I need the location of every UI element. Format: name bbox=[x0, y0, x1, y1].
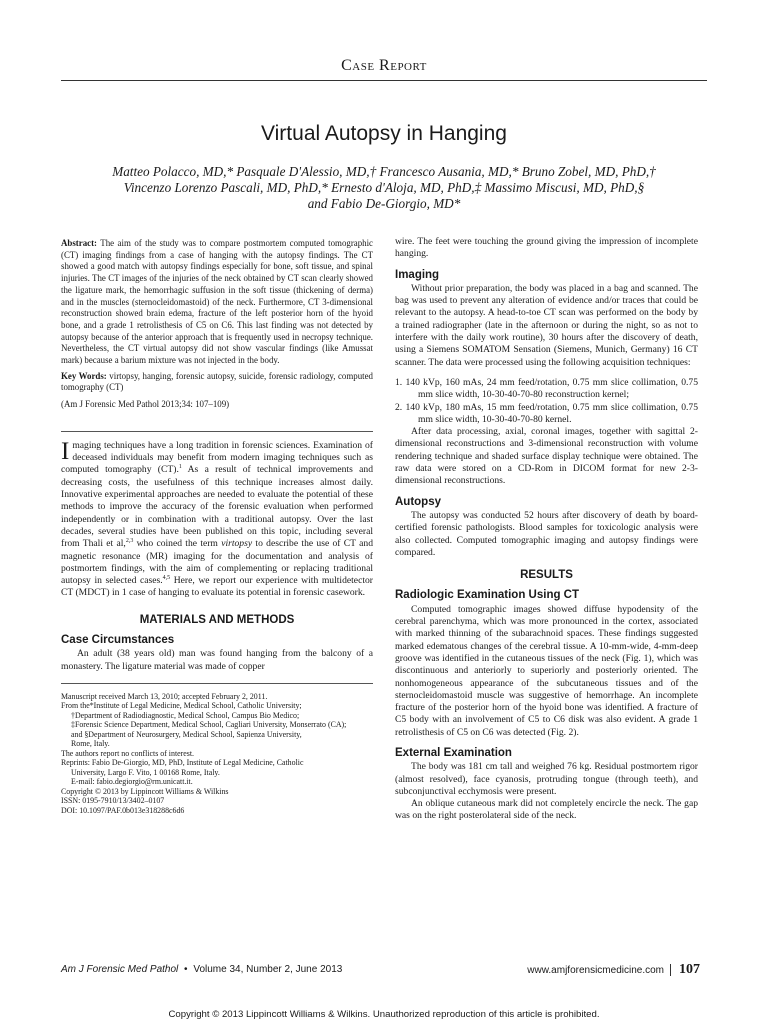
autopsy-paragraph: The autopsy was conducted 52 hours after discovery of death by board-certified forensic pathologists. Blood samples for toxicologic analysis were also collected. Computed tomographic imaging and autopsy findings were compared. bbox=[395, 509, 698, 558]
term-virtopsy: virtopsy bbox=[221, 538, 253, 550]
journal-name: Am J Forensic Med Pathol bbox=[61, 964, 179, 975]
footnote-line: E-mail: fabio.degiorgio@rm.unicatt.it. bbox=[71, 777, 193, 787]
citation: (Am J Forensic Med Pathol 2013;34: 107–109) bbox=[61, 399, 230, 410]
footnote-divider bbox=[61, 683, 373, 684]
reference-marker: 1 bbox=[178, 464, 182, 471]
page-number: 107 bbox=[679, 962, 700, 977]
abstract-text: The aim of the study was to compare postmortem computed tomographic (CT) imaging findings from a case of hanging with the autopsy findings. The CT showed a good match with autopsy findings especially for bone, soft tissue, and spinal injuries. The CT images of the injuries of the neck obtained by CT scan clearly showed the ligature mark, the hemorrhagic suffusion in the soft tissue (thickening of derma) and in the muscles (sternocleidomastoid) of the neck. Furthermore, CT 3-dimensional reconstruction showed brain edema, fracture of the left posterior horn of the hyoid bone, and a grade 1 retrolisthesis of C5 on C6. This last finding was not detected by autopsy because of the anterior approach that is frequently used in necropsy technique. Nevertheless, the CT virtual autopsy did not show vascular findings (like Amussat mark) because a barium mixture was not injected in the body. bbox=[61, 238, 373, 366]
journal-url[interactable]: www.amjforensicmedicine.com bbox=[527, 965, 664, 976]
keywords-label: Key Words: bbox=[61, 370, 107, 381]
footnotes bbox=[61, 692, 373, 816]
abstract-label: Abstract: bbox=[61, 238, 97, 248]
section-heading-methods: MATERIALS AND METHODS bbox=[139, 613, 295, 626]
list-item: 1. 140 kVp, 160 mAs, 24 mm feed/rotation, 0.75 mm slice collimation, 0.75 mm slice width, 10-30-40-70-80 reconstruction kernel; bbox=[395, 376, 698, 401]
issue-info: Volume 34, Number 2, June 2013 bbox=[193, 964, 343, 975]
external-paragraph: An oblique cutaneous mark did not completely encircle the neck. The gap was on the right posterolateral side of the neck. bbox=[395, 798, 698, 822]
list-item: 2. 140 kVp, 180 mAs, 15 mm feed/rotation, 0.75 mm slice collimation, 0.75 mm slice width, 10-30-40-70-80 kernel. bbox=[395, 401, 698, 425]
section-heading-results: RESULTS bbox=[520, 569, 573, 582]
processing-paragraph: After data processing, axial, coronal images, together with sagittal 2-dimensional reconstructions and 3-dimensional reconstruction with volume rendering technique and shaded surface display technique were obtained. The raw data were stored on a CD-Rom in DICOM format for new 2-3-dimensional reconstructions. bbox=[395, 426, 698, 487]
footnote-line: Copyright © 2013 by Lippincott Williams & Wilkins bbox=[61, 786, 229, 796]
article-title: Virtual Autopsy in Hanging bbox=[261, 122, 507, 145]
footnote-line: and §Department of Neurosurgery, Medical School, Sapienza University, bbox=[71, 729, 302, 739]
drop-cap: I bbox=[61, 437, 70, 465]
author-line: and Fabio De-Giorgio, MD* bbox=[307, 196, 461, 211]
footnote-line: Manuscript received March 13, 2010; accepted February 2, 2011. bbox=[61, 691, 268, 701]
radiologic-paragraph: Computed tomographic images showed diffuse hypodensity of the cerebral parenchyma, which was more pronounced in the cortex, associated with marked thinning of the subarachnoid spaces. These findings suggested marked edematous changes of the cerebral tissue. A 10-mm-wide, 4-mm-deep groove was identified in the cutaneous tissues of the neck (Fig. 1), which was discontinuous and anteriorly to superiorly and posteriorly oriented. The nonhomogeneous appearance of the subcutaneous tissues and of the sternocleidomastoid muscle was suggestive of hemorrhage. An incomplete fracture of the posterior horn of the hyoid bone was identified. A fracture of C5 body with an involvement of C5 to C6 disk was also evident. A grade 1 retrolisthesis of C5 on C6 was detected (Fig. 2). bbox=[395, 603, 698, 738]
case-paragraph-continued: wire. The feet were touching the ground giving the impression of incomplete hanging. bbox=[395, 236, 698, 260]
keywords bbox=[61, 371, 373, 394]
subheading-external: External Examination bbox=[395, 746, 512, 759]
subheading-case: Case Circumstances bbox=[61, 634, 175, 646]
subheading-radiologic: Radiologic Examination Using CT bbox=[395, 589, 580, 602]
author-line: Vincenzo Lorenzo Pascali, MD, PhD,* Ernesto d'Aloja, MD, PhD,‡ Massimo Miscusi, MD, PhD,§ bbox=[123, 180, 645, 195]
footnote-line: DOI: 10.1097/PAF.0b013e318288c6d6 bbox=[61, 805, 185, 815]
abstract bbox=[61, 238, 373, 367]
introduction: Imaging techniques have a long tradition in forensic sciences. Examination of deceased individuals may benefit from modern imaging techniques such as computed tomography (CT).$^1$ As a result of technical improvements and decreasing costs, the usefulness of this technique increases almost daily. Innovative experimental approaches are needed to evaluate the potential of these methods to improve the accuracy of the forensic evaluation when performed independently or in combination with a traditional autopsy. Over the last decades, several studies have been published on this topic, including several from Thali et al,$^{2,3}$ who coined the term virtopsy to describe the use of CT and magnetic resonance (MR) imaging for the documentation and analysis of postmortem findings, with the aim of complementing or replacing traditional autopsy in selected cases.$^{4,5}$ Here, we report our experience with multidetector CT (MDCT) in 1 case of hanging to evaluate its potential in forensic casework. bbox=[61, 437, 373, 599]
footer-journal-info bbox=[61, 964, 342, 975]
footnote-line: The authors report no conflicts of interest. bbox=[61, 748, 195, 758]
article-type-header: Case Report bbox=[341, 57, 427, 74]
footer-page-info bbox=[480, 962, 700, 978]
footnote-line: University, Largo F. Vito, 1 00168 Rome, Italy. bbox=[71, 767, 220, 777]
reference-marker: 2,3 bbox=[125, 538, 134, 545]
footnote-line: ISSN: 0195-7910/13/3402–0107 bbox=[61, 796, 165, 806]
keywords-text: virtopsy, hanging, forensic autopsy, suicide, forensic radiology, computed tomography (CT) bbox=[61, 370, 373, 393]
external-paragraph: The body was 181 cm tall and weighed 76 kg. Residual postmortem rigor (almost resolved), face cyanosis, protruding tongue (through teeth), and subconjunctival ecchymosis were present. bbox=[395, 761, 698, 797]
copyright-notice: Copyright © 2013 Lippincott Williams & Wilkins. Unauthorized reproduction of this article is prohibited. bbox=[168, 1009, 600, 1020]
abstract-divider bbox=[61, 431, 373, 432]
reference-marker: 4,5 bbox=[162, 574, 171, 581]
subheading-autopsy: Autopsy bbox=[395, 495, 441, 508]
subheading-imaging: Imaging bbox=[395, 268, 440, 281]
imaging-paragraph: Without prior preparation, the body was placed in a bag and scanned. The bag was used to prevent any alteration of evidence and/or traces that could be relevant to the autopsy. A head-to-toe CT scan was performed on the body by a trained radiographer (late in the afternoon or during the night, so as not to interfere with the daily work routine), 30 hours after the discovery of death, using a Siemens SOMATOM Sensation (Siemens, Munich, Germany) 16 CT scanner. The data were processed using the following acquisition techniques: bbox=[395, 282, 698, 368]
case-paragraph: An adult (38 years old) man was found hanging from the balcony of a monastery. The ligature material was made of copper bbox=[61, 648, 373, 672]
footnote-line: Reprints: Fabio De-Giorgio, MD, PhD, Institute of Legal Medicine, Catholic bbox=[61, 758, 304, 768]
author-list bbox=[70, 164, 698, 212]
right-column bbox=[395, 236, 698, 823]
footer-bar bbox=[670, 964, 671, 976]
bullet-separator: • bbox=[184, 964, 188, 975]
footnote-line: ‡Forensic Science Department, Medical School, Cagliari University, Monserrato (CA); bbox=[71, 720, 347, 730]
footnote-line: Rome, Italy. bbox=[71, 739, 110, 749]
footnote-line: †Department of Radiodiagnostic, Medical School, Campus Bio Medico; bbox=[71, 710, 300, 720]
header-rule bbox=[61, 80, 707, 81]
author-line: Matteo Polacco, MD,* Pasquale D'Alessio, MD,† Francesco Ausania, MD,* Bruno Zobel, MD, PhD,† bbox=[112, 164, 656, 179]
footnote-line: From the*Institute of Legal Medicine, Medical School, Catholic University; bbox=[61, 701, 302, 711]
left-column bbox=[61, 238, 373, 815]
